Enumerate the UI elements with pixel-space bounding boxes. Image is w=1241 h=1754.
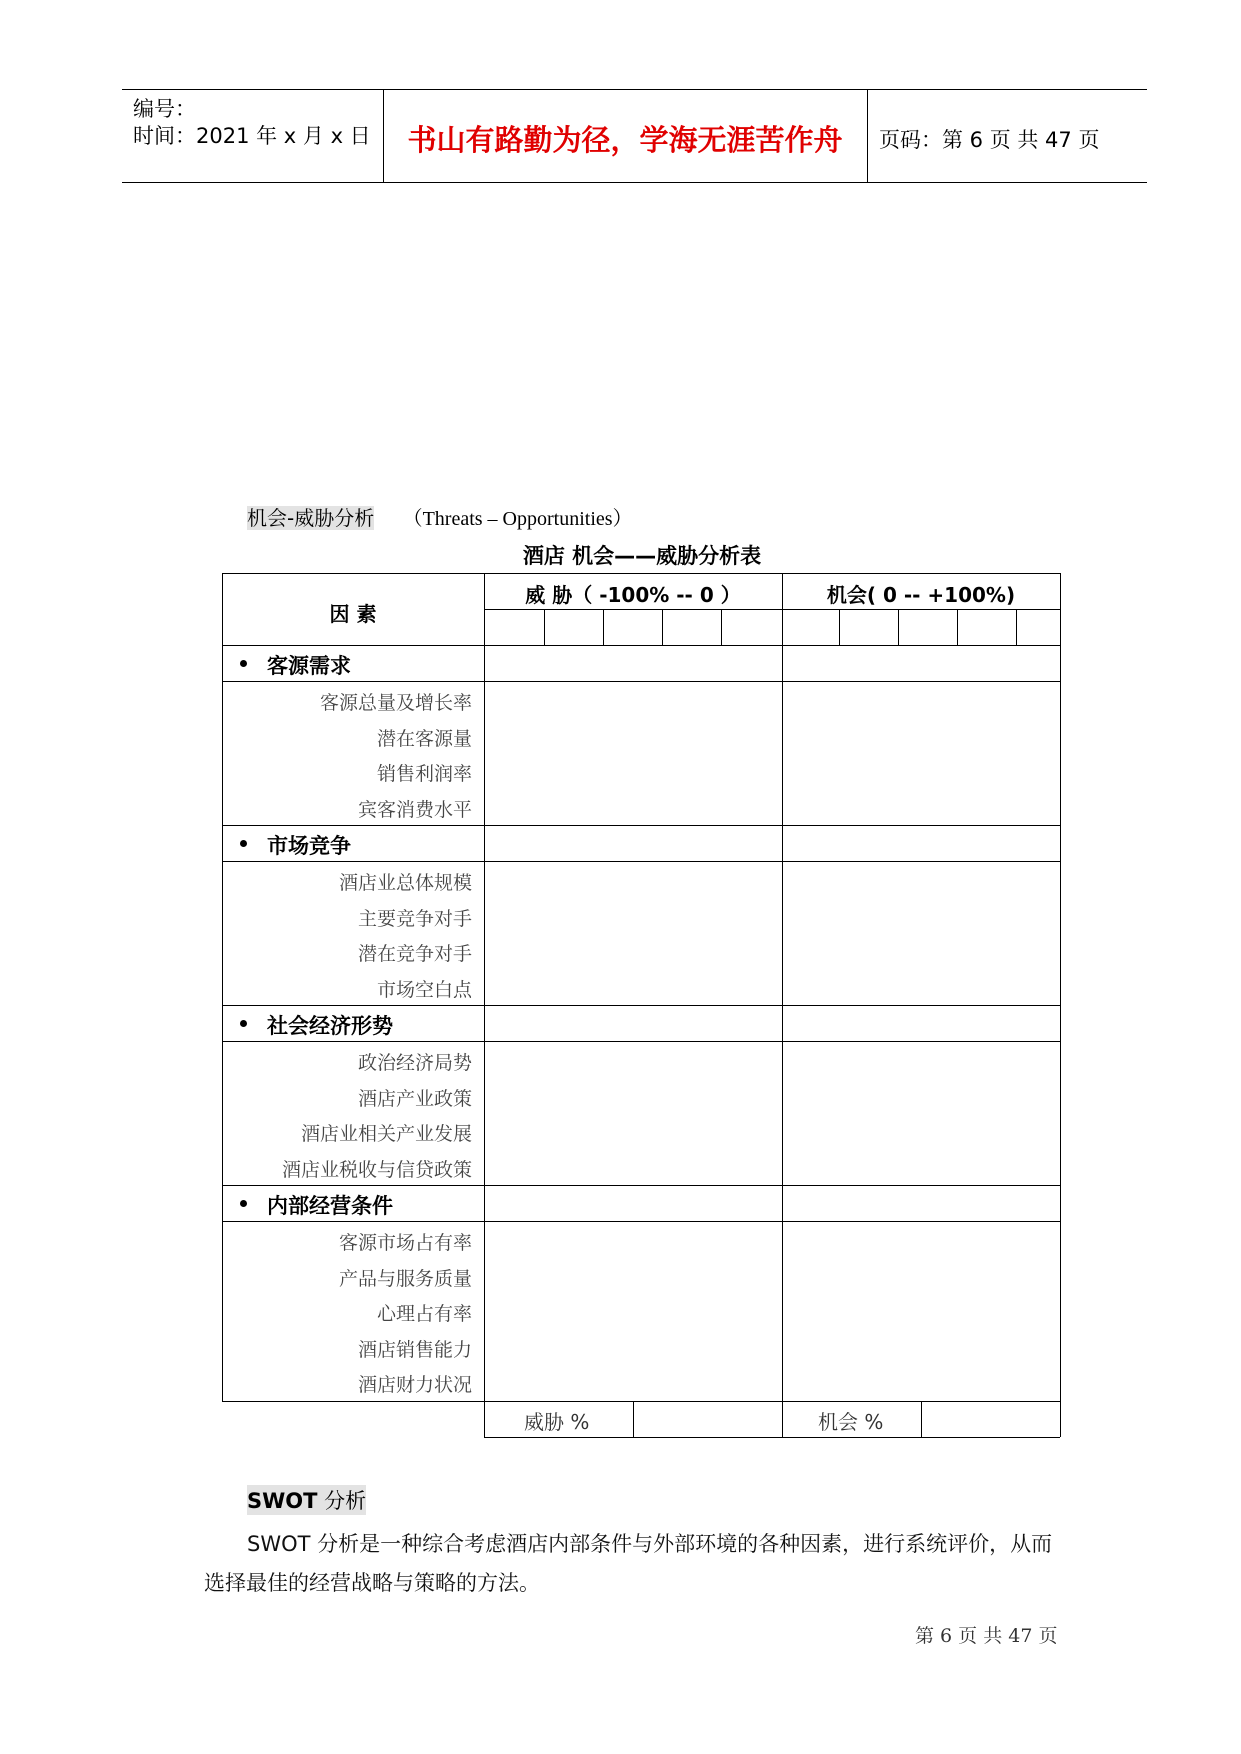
table-rule	[484, 1437, 1060, 1438]
table-rule	[1060, 573, 1061, 1437]
section-title-en: （Threats – Opportunities）	[402, 508, 633, 530]
factor-item: 产品与服务质量	[338, 1267, 472, 1290]
opportunity-header: 机会( 0 -- +100%)	[826, 583, 1016, 607]
swot-title-bold: SWOT	[247, 1489, 318, 1513]
page-footer: 第 6 页 共 47 页	[915, 1625, 1058, 1647]
header-divider	[867, 89, 868, 182]
factor-item: 酒店财力状况	[357, 1374, 472, 1396]
swot-paragraph-line: SWOT 分析是一种综合考虑酒店内部条件与外部环境的各种因素，进行系统评价，从而	[247, 1532, 1053, 1556]
table-rule	[222, 573, 1060, 574]
factor-item: 市场空白点	[376, 978, 472, 1001]
table-rule	[222, 573, 223, 1401]
threat-header: 威 胁（ -100% -- 0 ）	[525, 583, 741, 607]
table-rule	[544, 609, 545, 645]
bullet-icon	[240, 840, 247, 847]
factor-category: 内部经营条件	[267, 1194, 393, 1218]
table-rule	[957, 609, 958, 645]
factor-item: 潜在竞争对手	[357, 943, 472, 965]
table-rule	[222, 1401, 1060, 1402]
table-rule	[1016, 609, 1017, 645]
table-rule	[782, 573, 783, 1437]
table-rule	[222, 1185, 1060, 1186]
swot-paragraph-line: 选择最佳的经营战略与策略的方法。	[204, 1571, 540, 1595]
factor-category: 客源需求	[267, 654, 351, 678]
time-label: 时间：2021 年 x 月 x 日	[133, 124, 371, 148]
factor-category: 社会经济形势	[267, 1014, 393, 1038]
factor-category: 市场竞争	[267, 834, 351, 858]
table-rule	[921, 1401, 922, 1437]
factor-item: 酒店销售能力	[357, 1338, 472, 1361]
opportunity-percent-label: 机会 %	[818, 1410, 884, 1434]
factor-item: 酒店产业政策	[357, 1087, 472, 1110]
table-rule	[222, 861, 1060, 862]
factor-item: 酒店业总体规模	[338, 872, 472, 894]
table-rule	[484, 573, 485, 1437]
table-rule	[222, 825, 1060, 826]
table-rule	[839, 609, 840, 645]
factor-item: 心理占有率	[376, 1303, 472, 1325]
factor-item: 政治经济局势	[357, 1052, 472, 1074]
factor-header: 因 素	[329, 602, 377, 626]
swot-title	[247, 1485, 366, 1515]
page-label: 页码：第 6 页 共 47 页	[879, 128, 1100, 152]
factor-item: 客源总量及增长率	[319, 692, 472, 714]
table-rule	[222, 1005, 1060, 1006]
factor-item: 客源市场占有率	[338, 1232, 472, 1254]
factor-item: 主要竞争对手	[357, 907, 472, 930]
table-rule	[603, 609, 604, 645]
table-title: 酒店 机会——威胁分析表	[522, 544, 762, 568]
factor-item: 宾客消费水平	[357, 798, 472, 821]
factor-item: 销售利润率	[376, 763, 472, 785]
section-title-cn: 机会-威胁分析	[247, 506, 375, 530]
table-rule	[662, 609, 663, 645]
bullet-icon	[240, 1200, 247, 1207]
table-rule	[898, 609, 899, 645]
header-bottom-rule	[122, 182, 1147, 183]
section-title	[247, 502, 633, 531]
table-rule	[222, 1041, 1060, 1042]
factor-item: 酒店业相关产业发展	[300, 1123, 472, 1145]
factor-item: 潜在客源量	[376, 727, 472, 750]
table-rule	[633, 1401, 634, 1437]
swot-title-rest: 分析	[317, 1489, 367, 1513]
header-top-rule	[122, 89, 1147, 90]
bullet-icon	[240, 660, 247, 667]
table-rule	[484, 609, 1060, 610]
motto: 书山有路勤为径，学海无涯苦作舟	[407, 123, 843, 157]
table-rule	[222, 645, 1060, 646]
table-rule	[222, 681, 1060, 682]
threat-percent-label: 威胁 %	[524, 1410, 590, 1434]
serial-label: 编号：	[133, 97, 196, 121]
bullet-icon	[240, 1020, 247, 1027]
table-rule	[222, 1221, 1060, 1222]
factor-item: 酒店业税收与信贷政策	[281, 1158, 472, 1181]
table-rule	[721, 609, 722, 645]
